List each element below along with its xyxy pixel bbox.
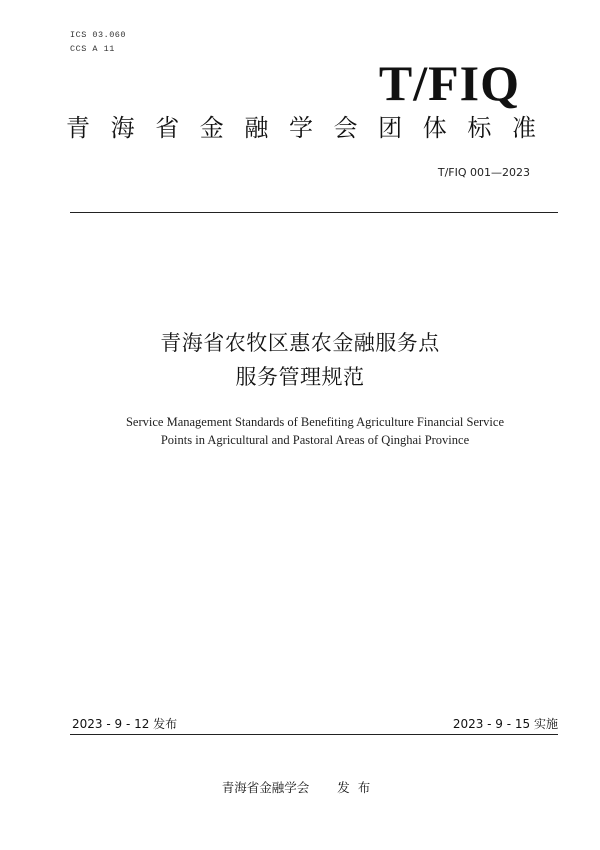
header-divider: [70, 212, 558, 213]
org-header-char: 青: [66, 114, 90, 142]
issue-date: 2023 - 9 - 12 发布: [72, 717, 178, 731]
publisher-action: 发布: [337, 780, 379, 795]
org-header-char: 会: [333, 114, 358, 142]
english-title-line-2: Points in Agricultural and Pastoral Areas of Qinghai Province: [160, 433, 470, 447]
ics-code: ICS 03.060: [70, 30, 127, 40]
org-header-char: 标: [467, 114, 492, 142]
standard-number: T/FIQ 001—2023: [437, 166, 530, 179]
org-header-char: 融: [244, 114, 269, 142]
publisher-name: 青海省金融学会: [221, 780, 310, 795]
org-header-char: 学: [288, 114, 313, 142]
publisher-line: [0, 778, 600, 796]
org-header-char: 准: [511, 114, 536, 142]
organization-header: [66, 116, 536, 140]
org-header-char: 省: [155, 114, 180, 142]
org-header-char: 体: [422, 114, 447, 142]
implementation-date: 2023 - 9 - 15 实施: [452, 717, 558, 731]
ccs-code: CCS A 11: [70, 44, 115, 54]
english-title-line-1: Service Management Standards of Benefiting Agriculture Financial Service: [125, 415, 504, 429]
org-header-char: 团: [378, 114, 403, 142]
org-header-char: 金: [199, 114, 224, 142]
footer-divider: [70, 734, 558, 735]
standard-logo: T/FIQ: [378, 55, 520, 111]
org-header-char: 海: [110, 114, 135, 142]
chinese-title-line-2: 服务管理规范: [235, 365, 365, 389]
chinese-title-line-1: 青海省农牧区惠农金融服务点: [160, 331, 440, 355]
